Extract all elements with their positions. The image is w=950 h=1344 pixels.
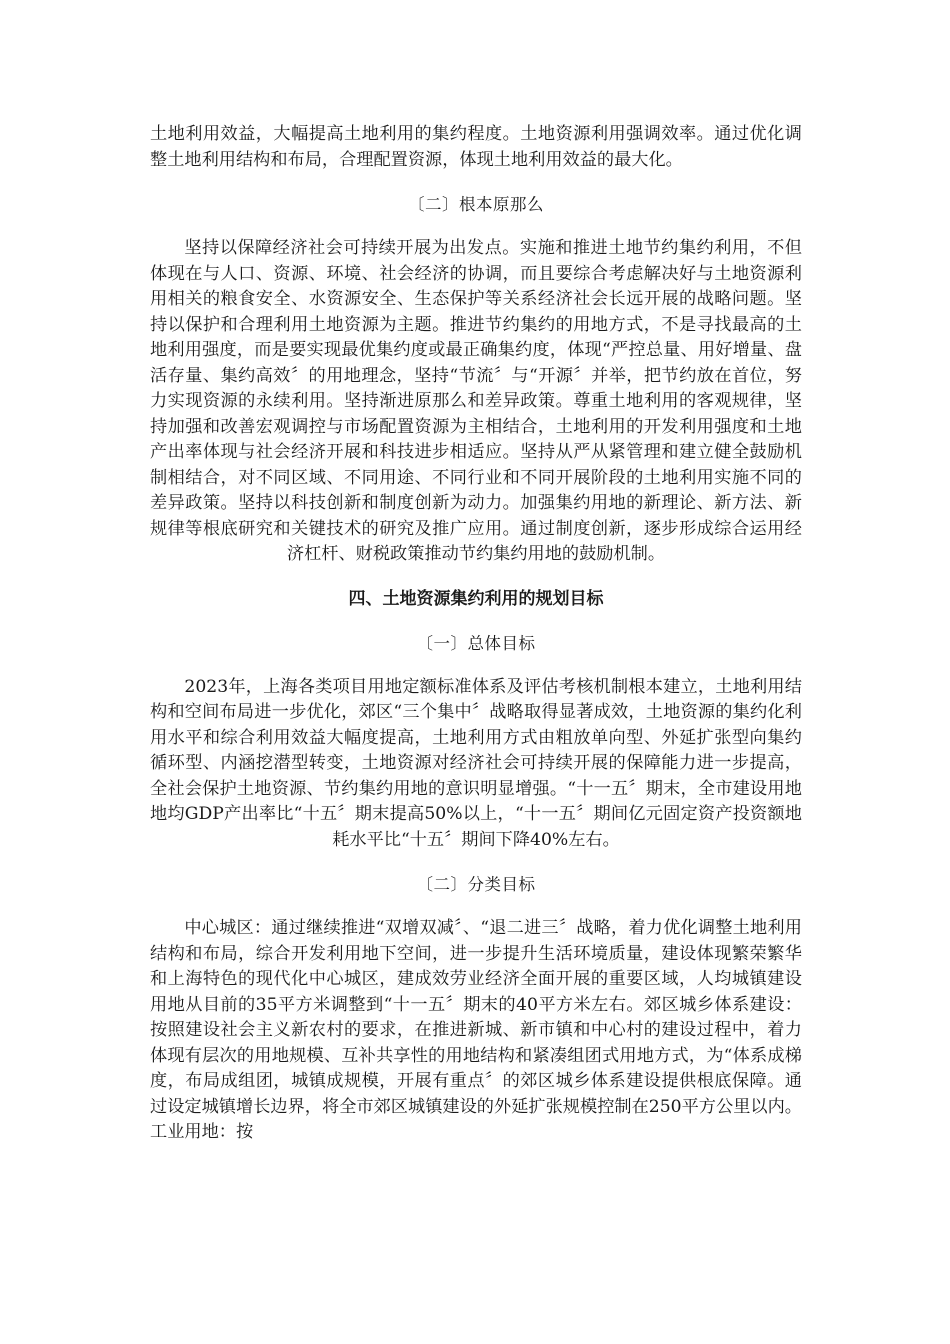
principles-paragraph: 坚持以保障经济社会可持续开展为出发点。实施和推进土地节约集约利用，不但体现在与人口、资源、环境、社会经济的协调，而且要综合考虑解决好与土地资源利用相关的粮食安全、水资源安全、生态保护等关系经济社会长远开展的战略问题。坚持以保护和合理利用土地资源为主题。推进节约集约的用地方式，不是寻找最高的土地利用强度，而是要实现最优集约度或最正确集约度，体现“严控总量、用好增量、盘活存量、集约高效〞的用地理念，坚持“节流〞与“开源〞并举，把节约放在首位，努力实现资源的永续利用。坚持渐进原那么和差异政策。尊重土地利用的客观规律，坚持加强和改善宏观调控与市场配置资源为主相结合，土地利用的开发利用强度和土地产出率体现与社会经济开展和科技进步相适应。坚持从严从紧管理和建立健全鼓励机制相结合，对不同区域、不同用途、不同行业和不同开展阶段的土地利用实施不同的差异政策。坚持以科技创新和制度创新为动力。加强集约用地的新理论、新方法、新规律等根底研究和关键技术的研究及推广应用。通过制度创新，逐步形成综合运用经济杠杆、财税政策推动节约集约用地的鼓励机制。 — [150, 238, 802, 564]
intro-paragraph: 土地利用效益，大幅提高土地利用的集约程度。土地资源利用强调效率。通过优化调整土地利用结构和布局，合理配置资源，体现土地利用效益的最大化。 — [150, 124, 802, 170]
subheading-basic-principles: 〔二〕根本原那么 — [408, 195, 544, 214]
overall-goals-paragraph: 2023年，上海各类项目用地定额标准体系及评估考核机制根本建立，土地利用结构和空间布局进一步优化，郊区“三个集中〞战略取得显著成效，土地资源的集约化利用水平和综合利用效益大幅度提高，土地利用方式由粗放单向型、外延扩张型向集约循环型、内涵挖潜型转变，土地资源对经济社会可持续开展的保障能力进一步提高，全社会保护土地资源、节约集约用地的意识明显增强。“十一五〞期末，全市建设用地地均GDP产出率比“十五〞期末提高50%以上，“十一五〞期间亿元固定资产投资额地耗水平比“十五〞期间下降40%左右。 — [150, 676, 802, 850]
category-goals-paragraph: 中心城区：通过继续推进“双增双减〞、“退二进三〞战略，着力优化调整土地利用结构和布局，综合开发利用地下空间，进一步提升生活环境质量，建设体现繁荣繁华和上海特色的现代化中心城区，建成效劳业经济全面开展的重要区域，人均城镇建设用地从目前的35平方米调整到“十一五〞期末的40平方米左右。郊区城乡体系建设：按照建设社会主义新农村的要求，在推进新城、新市镇和中心村的建设过程中，着力体现有层次的用地规模、互补共享性的用地结构和紧凑组团式用地方式，为“体系成梯度，布局成组团，城镇成规模，开展有重点〞的郊区城乡体系建设提供根底保障。通过设定城镇增长边界，将全市郊区城镇建设的外延扩张规模控制在250平方公里以内。工业用地：按 — [150, 918, 802, 1142]
subheading-overall-goals: 〔一〕总体目标 — [416, 633, 536, 653]
document-page — [150, 122, 802, 1146]
subheading-category-goals: 〔二〕分类目标 — [416, 875, 536, 894]
section-heading-planning-goals: 四、土地资源集约利用的规划目标 — [348, 588, 604, 609]
